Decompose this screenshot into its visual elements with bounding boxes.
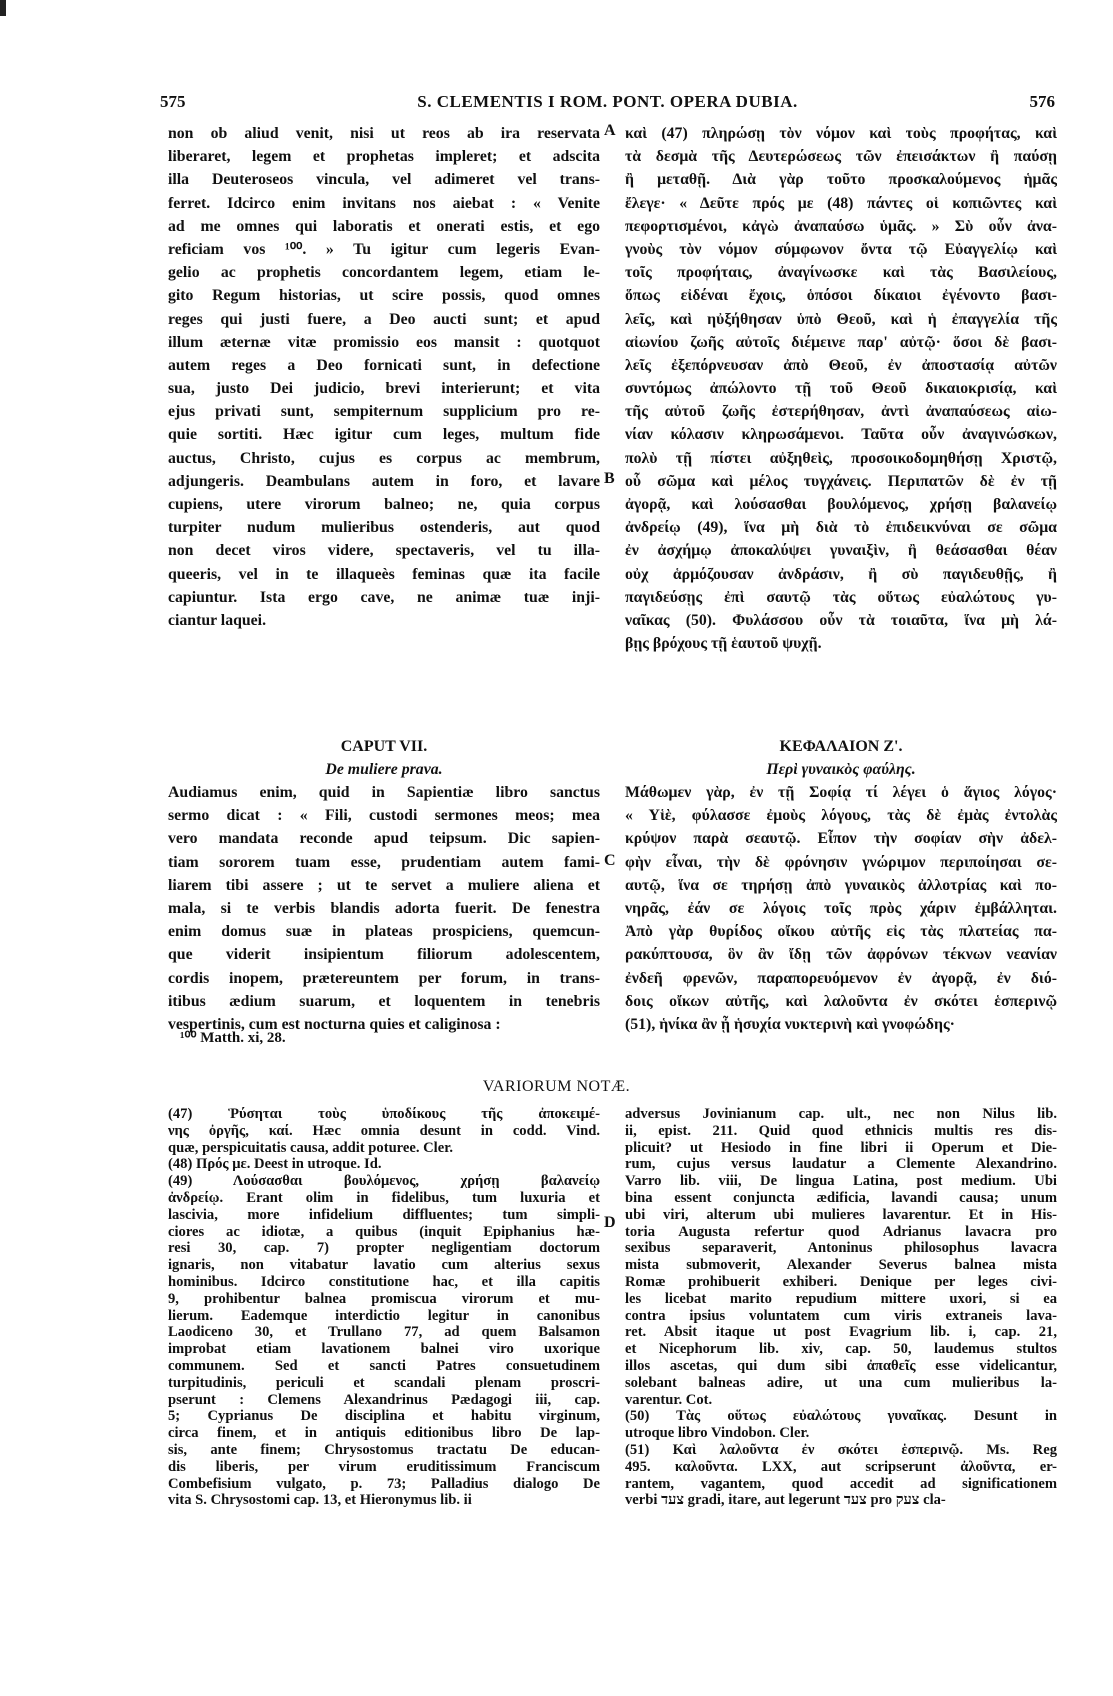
text-line: αυτῷ, ἵνα σε τηρήσῃ ἀπὸ γυναικὸς ἀλλοτρίας καὶ πο- bbox=[625, 876, 1057, 894]
note-line: plicuit? ut Hesiodo in fine libri ii Operum et Die- bbox=[625, 1139, 1057, 1156]
text-line: cordis inopem, prætereuntem per forum, in trans- bbox=[168, 969, 600, 987]
variorum-notes-title-text: VARIORUM NOTÆ. bbox=[482, 1078, 631, 1095]
text-line: φὴν εἶναι, τὴν δὲ φρόνησιν γνώριμον περιποίησαι σε- bbox=[625, 853, 1057, 871]
page-number-right: 576 bbox=[1029, 92, 1055, 111]
text-line: γνοὺς τὸν νόμον σύμφωνον ὄντα τῷ Εὐαγγελίῳ καὶ bbox=[625, 240, 1057, 258]
note-line: les licebat marito repudium mittere uxori, si ea bbox=[625, 1290, 1057, 1307]
note-line: solebant balneas adire, ut una cum mulieribus la- bbox=[625, 1374, 1057, 1391]
note-line: utroque libro Vindobon. Cler. bbox=[625, 1425, 810, 1442]
note-line: verbi צעד gradi, itare, aut legerunt צעד pro צעק cla- bbox=[625, 1492, 946, 1509]
note-line: Varro lib. viii, De lingua Latina, post medium. Ubi bbox=[625, 1173, 1057, 1190]
note-line: (51) Καὶ λαλοῦντα ἐν σκότει ἑσπερινῷ. Ms. Reg bbox=[625, 1441, 1057, 1458]
note-line: bina essent conjuncta ædificia, lavandi causa; unum bbox=[625, 1189, 1057, 1206]
text-line: illa Deuteroseos vincula, vel adimeret vel trans- bbox=[168, 171, 600, 189]
text-line: αἰωνίου ζωῆς αὐτοῖς διέμεινε παρ' αὐτῷ· ὅσοι δὲ βασι- bbox=[625, 333, 1057, 351]
text-line: τὰ δεσμὰ τῆς Δευτερώσεως τῶν ἐπεισάκτων ἢ παύσῃ bbox=[625, 148, 1057, 166]
text-line: συντόμως ἀπώλοντο τῇ τοῦ Θεοῦ δικαιοκρισίᾳ, καὶ bbox=[625, 380, 1057, 398]
note-line: hominibus. Idcirco constitutione hac, et illa capitis bbox=[168, 1273, 600, 1290]
note-line: contra ipsius voluntatem cum viris extraneis lava- bbox=[625, 1307, 1057, 1324]
text-line: Ἀπὸ γὰρ θυρίδος οἴκου αὐτῆς εἰς τὰς πλατείας πα- bbox=[625, 923, 1057, 941]
text-line: reges qui justi fuere, a Deo aucti sunt; et apud bbox=[168, 310, 600, 328]
note-line: lierum. Eademque interdictio legitur in canonibus bbox=[168, 1307, 600, 1324]
text-line: Audiamus enim, quid in Sapientiæ libro sanctus bbox=[168, 784, 600, 801]
note-line: turpitudinis, periculi et scandali plenam proscri- bbox=[168, 1374, 600, 1391]
text-line: autem reges a Deo fornicati sunt, in defectione bbox=[168, 356, 600, 374]
chapter-subtitle-latin: De muliere prava. bbox=[325, 761, 443, 778]
note-line: (47) Ῥύσηται τοὺς ὑποδίκους τῆς ἀποκειμέ- bbox=[168, 1106, 600, 1122]
text-line: gelio ac prophetis concordantem legem, etiam le- bbox=[168, 264, 600, 282]
note-line: adversus Jovinianum cap. ult., nec non Nilus lib. bbox=[625, 1106, 1057, 1122]
note-line: ignaris, non vitabatur lavatio cum alterius sexus bbox=[168, 1257, 600, 1274]
note-line: 9, prohibentur balnea promiscua virorum et mu- bbox=[168, 1290, 600, 1307]
latin-column-upper bbox=[168, 122, 600, 632]
note-line: resi 30, cap. 7) propter negligentiam doctorum bbox=[168, 1240, 600, 1257]
note-line: (49) Λούσασθαι βουλόμενος, χρήσῃ βαλανείῳ bbox=[168, 1173, 600, 1190]
text-line: (51), ἡνίκα ἂν ᾖ ἡσυχία νυκτερινὴ καὶ γνοφώδης· bbox=[625, 1015, 955, 1033]
text-line: νίαν κόλασιν κληρωσάμενοι. Ταῦτα οὖν ἀναγινώσκων, bbox=[625, 426, 1057, 444]
text-line: capiuntur. Ista ergo cave, ne animæ tuæ inji- bbox=[168, 588, 600, 606]
text-line: liarem tibi assere ; ut te servet a muliere aliena et bbox=[168, 876, 600, 894]
note-line: ἀνδρείῳ. Erant olim in fidelibus, tum luxuria et bbox=[168, 1189, 600, 1206]
text-line: ἀνδρείῳ (49), ἵνα μὴ διὰ τὸ ἐπιδεικνύναι σε σῶμα bbox=[625, 519, 1057, 537]
text-line: πεφορτισμένοι, κἀγὼ ἀναπαύσω ὑμᾶς. » Σὺ οὖν ἀνα- bbox=[625, 217, 1057, 235]
text-line: sermo dicat : « Fili, custodi sermones meos; mea bbox=[168, 807, 600, 825]
note-line: illos ascetas, qui dum sibi ἀπαθεῖς esse videlicantur, bbox=[625, 1357, 1057, 1374]
note-line: 495. καλοῦντα. LXX, aut scripserunt ἀλοῦντα, er- bbox=[625, 1458, 1057, 1475]
note-line: et Nicephorum lib. xiv, cap. 50, laudemus stultos bbox=[625, 1341, 1057, 1358]
text-line: vero mandata reconde apud teipsum. Dic sapien- bbox=[168, 830, 600, 848]
note-line: (48) Πρός με. Deest in utroque. Id. bbox=[168, 1156, 382, 1173]
text-line: οὐχ ἁρμόζουσαν ἀνδράσιν, ἢ σὺ παγιδευθῇς, ἢ bbox=[625, 565, 1057, 583]
note-line: dis liberis, per virum eruditissimum Franciscum bbox=[168, 1458, 600, 1475]
note-line: pserunt : Clemens Alexandrinus Pædagogi iii, cap. bbox=[168, 1391, 600, 1408]
variorum-notes-title bbox=[0, 1078, 1113, 1096]
text-line: cupiens, utere virorum balneo; ne, quia corpus bbox=[168, 496, 600, 513]
text-line: que viderit insipientum filiorum adolescentem, bbox=[168, 946, 600, 964]
text-line: ναῖκας (50). Φυλάσσου οὖν τὰ τοιαῦτα, ἵνα μὴ λά- bbox=[625, 611, 1057, 629]
text-line: ad me omnes qui laboratis et onerati estis, et ego bbox=[168, 217, 600, 235]
margin-marker-d: D bbox=[604, 1214, 616, 1231]
note-line: varentur. Cot. bbox=[625, 1391, 713, 1408]
note-line: ii, epist. 211. Quid quod ethnicis multis res dis- bbox=[625, 1122, 1057, 1139]
note-line: improbat etiam lavationem balnei viro uxorique bbox=[168, 1341, 600, 1358]
note-line: vita S. Chrysostomi cap. 13, et Hieronymus lib. ii bbox=[168, 1492, 472, 1509]
text-line: πολὺ τῇ πίστει αὐξηθεὶς, προσοικοδομηθήσῃ Χριστῷ, bbox=[625, 449, 1057, 467]
notes-column-left bbox=[168, 1106, 600, 1509]
notes-column-right bbox=[625, 1106, 1057, 1509]
text-line: λεῖς, καὶ ηὐξήθησαν ὑπὸ Θεοῦ, καὶ ἡ ἐπαγγελία τῆς bbox=[625, 310, 1057, 328]
note-line: rum, cujus versus laudatur a Clemente Alexandrino. bbox=[625, 1156, 1057, 1173]
greek-column-upper bbox=[625, 122, 1057, 655]
text-line: vespertinis, cum est nocturna quies et caliginosa : bbox=[168, 1015, 501, 1033]
text-line: « Υἱὲ, φύλασσε ἐμοὺς λόγους, τὰς δὲ ἐμὰς ἐντολὰς bbox=[625, 807, 1057, 825]
text-line: itibus ædium suarum, et loquentem in tenebris bbox=[168, 992, 600, 1010]
text-line: turpiter nudum mulieribus ostenderis, aut quod bbox=[168, 519, 600, 537]
note-line: sexibus separaverit, Antoninus philosophus lavacra bbox=[625, 1240, 1057, 1257]
note-line: Combefisium vulgato, p. 73; Palladius dialogo De bbox=[168, 1475, 600, 1492]
text-line: ciantur laquei. bbox=[168, 611, 267, 629]
text-line: tiam sororem tuam esse, prudentiam autem fami- bbox=[168, 853, 600, 871]
text-line: illum æternæ vitæ promissio eos mansit : quotquot bbox=[168, 333, 600, 351]
note-line: (50) Τὰς οὕτως εὐαλώτους γυναῖκας. Desunt in bbox=[625, 1408, 1057, 1425]
text-line: queeris, vel in te illaqueès feminas quæ ita facile bbox=[168, 565, 600, 583]
note-line: circa finem, et in antiquis editionibus libro De lap- bbox=[168, 1425, 600, 1442]
text-line: ὅπως εἰδέναι ἔχοις, ὁπόσοι δίκαιοι ἐγένοντο βασι- bbox=[625, 287, 1057, 305]
text-line: παγιδεύσῃς ἐπὶ σαυτῷ τὰς οὕτως εὐαλώτους γυ- bbox=[625, 588, 1057, 606]
text-line: enim domus suæ in plateas prospiciens, quemcun- bbox=[168, 923, 600, 941]
note-line: ciores ac idiotæ, a quibus (inquit Epiphanius hæ- bbox=[168, 1223, 600, 1240]
text-line: ἔλεγε· « Δεῦτε πρός με (48) πάντες οἱ κοπιῶντες καὶ bbox=[625, 194, 1057, 212]
note-line: toria Augusta refertur quod Adrianus lavacra pro bbox=[625, 1223, 1057, 1240]
text-line: ἀγορᾷ, καὶ λούσασθαι βουλόμενος, χρήσῃ βαλανείῳ bbox=[625, 496, 1057, 513]
running-header bbox=[160, 92, 1055, 118]
text-line: liberaret, legem et prophetas impleret; et adscita bbox=[168, 148, 600, 166]
margin-marker-c: C bbox=[604, 852, 616, 869]
text-line: ρακύπτουσα, ὃν ἂν ἴδῃ τῶν ἀφρόνων τέκνων νεανίαν bbox=[625, 946, 1057, 964]
note-line: ret. Absit itaque ut post Evagrium lib. i, cap. 21, bbox=[625, 1324, 1057, 1341]
text-line: οὗ σῶμα καὶ μέλος τυγχάνεις. Περιπατῶν δὲ ἐν τῇ bbox=[625, 472, 1057, 490]
text-line: ἢ μεταθῇ. Διὰ γὰρ τοῦτο προσκαλούμενος ἡμᾶς bbox=[625, 171, 1057, 189]
scan-mark bbox=[0, 0, 6, 16]
footnote: ¹⁰⁰ Matth. xi, 28. bbox=[180, 1030, 286, 1046]
note-line: quæ, perspicuitatis causa, addit poturee. Cler. bbox=[168, 1139, 454, 1156]
note-line: rantem, vagantem, quod accedit ad significationem bbox=[625, 1475, 1057, 1492]
text-line: καὶ (47) πληρώσῃ τὸν νόμον καὶ τοὺς προφήτας, καὶ bbox=[625, 125, 1057, 142]
text-line: κρύψον παρὰ σεαυτῷ. Εἶπον τὴν σοφίαν σὴν ἀδελ- bbox=[625, 830, 1057, 848]
text-line: ἐνδεῆ φρενῶν, παραπορευόμενον ἐν ἀγορᾷ, ἐν διό- bbox=[625, 969, 1057, 987]
text-line: τοῖς προφήταις, ἀναγίνωσκε καὶ τὰς Βασιλείους, bbox=[625, 264, 1057, 282]
text-line: Μάθωμεν γὰρ, ἐν τῇ Σοφίᾳ τί λέγει ὁ ἅγιος λόγος· bbox=[625, 784, 1057, 801]
text-line: νηρᾶς, ἐάν σε λόγοις τοῖς πρὸς χάριν ἐμβάλληται. bbox=[625, 899, 1057, 917]
note-line: Laodiceno 30, et Trullano 77, ad quem Balsamon bbox=[168, 1324, 600, 1341]
note-line: mista submoverit, Alexander Severus balnea mista bbox=[625, 1257, 1057, 1274]
page-number-left: 575 bbox=[160, 92, 186, 111]
text-line: ferret. Idcirco enim invitans nos aiebat : « Venite bbox=[168, 194, 600, 212]
note-line: νης ὀργῆς, καί. Hæc omnia desunt in codd. Vind. bbox=[168, 1122, 600, 1139]
note-line: sis, ante finem; Chrysostomus tractatu De educan- bbox=[168, 1441, 600, 1458]
chapter-title-latin: CAPUT VII. bbox=[340, 738, 428, 755]
text-line: λεῖς ἐξεπόρνευσαν ἀπὸ Θεοῦ, ἐν ἀποστασίᾳ αὐτῶν bbox=[625, 356, 1057, 374]
text-line: gito Regum historias, ut scire possis, quod omnes bbox=[168, 287, 600, 305]
text-line: reficiam vos ¹⁰⁰. » Tu igitur cum legeris Evan- bbox=[168, 240, 600, 258]
text-line: non ob aliud venit, nisi ut reos ab ira reservata bbox=[168, 125, 600, 142]
margin-marker-b: B bbox=[604, 470, 615, 487]
chapter-subtitle-greek: Περὶ γυναικὸς φαύλης. bbox=[766, 761, 916, 778]
running-title: S. CLEMENTIS I ROM. PONT. OPERA DUBIA. bbox=[417, 92, 798, 111]
text-line: ἐν ἀσχήμῳ ἀποκαλύψει γυναιξὶν, ἢ θεάσασθαι θέαν bbox=[625, 542, 1057, 560]
text-line: quie sortiti. Hæc igitur cum leges, multum fide bbox=[168, 426, 600, 444]
greek-column-lower bbox=[625, 735, 1057, 1036]
latin-column-lower bbox=[168, 735, 600, 1036]
text-line: βῃς βρόχους τῇ ἑαυτοῦ ψυχῇ. bbox=[625, 635, 822, 653]
text-line: adjungeris. Deambulans autem in foro, et lavare bbox=[168, 472, 600, 490]
note-line: 5; Cyprianus De disciplina et habitu virginum, bbox=[168, 1408, 600, 1425]
text-line: mala, si te verbis blandis adorta fuerit. De fenestra bbox=[168, 899, 600, 917]
margin-marker-a: A bbox=[604, 122, 616, 139]
note-line: lascivia, more infidelium diffluentes; tum simpli- bbox=[168, 1206, 600, 1223]
text-line: non decet viros videre, spectaveris, vel tu illa- bbox=[168, 542, 600, 560]
chapter-title-greek: ΚΕΦΑΛΑΙΟΝ Ζ'. bbox=[779, 738, 903, 755]
text-line: auctus, Christo, cujus es corpus ac membrum, bbox=[168, 449, 600, 467]
note-line: Romæ prohibuerit exhiberi. Denique per leges civi- bbox=[625, 1273, 1057, 1290]
text-line: sua, justo Dei judicio, brevi interierunt; et vita bbox=[168, 380, 600, 398]
note-line: communem. Sed et sancti Patres consuetudinem bbox=[168, 1357, 600, 1374]
text-line: ejus privati sunt, sempiternum supplicium pro re- bbox=[168, 403, 600, 421]
text-line: δοις οἴκων αὐτῆς, καὶ λαλοῦντα ἐν σκότει ἑσπερινῷ bbox=[625, 992, 1057, 1010]
note-line: ubi viri, alterum ubi mulieres lavarentur. Et in His- bbox=[625, 1206, 1057, 1223]
text-line: τῆς αὐτοῦ ζωῆς ἐστερήθησαν, ἀντὶ ἀναπαύσεως αἰω- bbox=[625, 403, 1057, 421]
